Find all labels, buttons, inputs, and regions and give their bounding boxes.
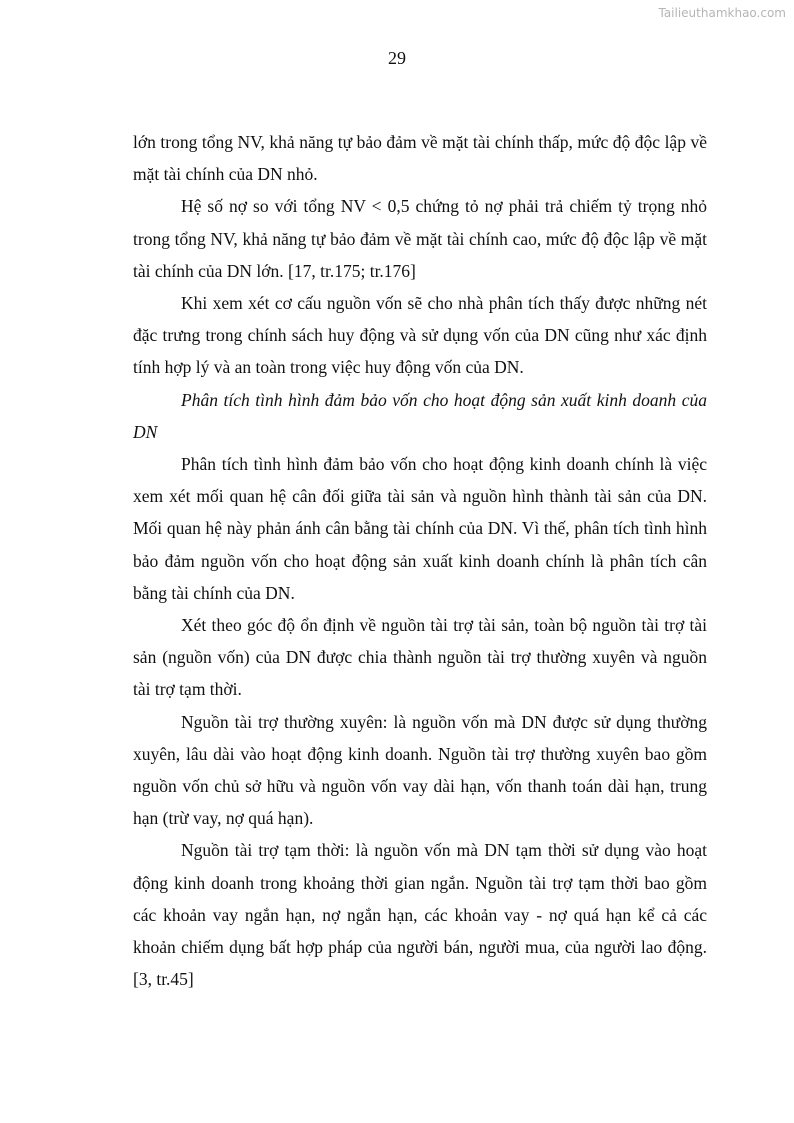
section-heading: Phân tích tình hình đảm bảo vốn cho hoạt động sản xuất kinh doanh của DN [133,389,707,442]
paragraph: Hệ số nợ so với tổng NV < 0,5 chứng tỏ nợ phải trả chiếm tỷ trọng nhỏ trong tổng NV, khả năng tự bảo đảm về mặt tài chính cao, mức độ độc lập về mặt tài chính của DN lớn. [17, tr.175; tr.176] [133,196,707,281]
page-number: 29 [388,48,406,68]
paragraph-continuation: lớn trong tổng NV, khả năng tự bảo đảm về mặt tài chính thấp, mức độ độc lập về mặt tài chính của DN nhỏ. [133,132,707,185]
paragraph: Nguồn tài trợ tạm thời: là nguồn vốn mà DN tạm thời sử dụng vào hoạt động kinh doanh trong khoảng thời gian ngắn. Nguồn tài trợ tạm thời bao gồm các khoản vay ngắn hạn, nợ ngắn hạn, các khoản vay - nợ quá hạn kể cả các khoản chiếm dụng bất hợp pháp của người bán, người mua, của người lao động. [3, tr.45] [133,840,707,990]
paragraph: Nguồn tài trợ thường xuyên: là nguồn vốn mà DN được sử dụng thường xuyên, lâu dài vào hoạt động kinh doanh. Nguồn tài trợ thường xuyên bao gồm nguồn vốn chủ sở hữu và nguồn vốn vay dài hạn, vốn thanh toán dài hạn, trung hạn (trừ vay, nợ quá hạn). [133,711,707,829]
paragraph: Phân tích tình hình đảm bảo vốn cho hoạt động kinh doanh chính là việc xem xét mối quan hệ cân đối giữa tài sản và nguồn hình thành tài sản của DN. Mối quan hệ này phản ánh cân bằng tài chính của DN. Vì thế, phân tích tình hình bảo đảm nguồn vốn cho hoạt động sản xuất kinh doanh chính là phân tích cân bằng tài chính của DN. [133,454,707,603]
paragraph: Xét theo góc độ ổn định về nguồn tài trợ tài sản, toàn bộ nguồn tài trợ tài sản (nguồn vốn) của DN được chia thành nguồn tài trợ thường xuyên và nguồn tài trợ tạm thời. [133,615,707,700]
watermark: Tailieuthamkhao.com [658,6,786,20]
body-text [133,126,707,995]
paragraph: Khi xem xét cơ cấu nguồn vốn sẽ cho nhà phân tích thấy được những nét đặc trưng trong chính sách huy động và sử dụng vốn của DN cũng như xác định tính hợp lý và an toàn trong việc huy động vốn của DN. [133,293,707,378]
